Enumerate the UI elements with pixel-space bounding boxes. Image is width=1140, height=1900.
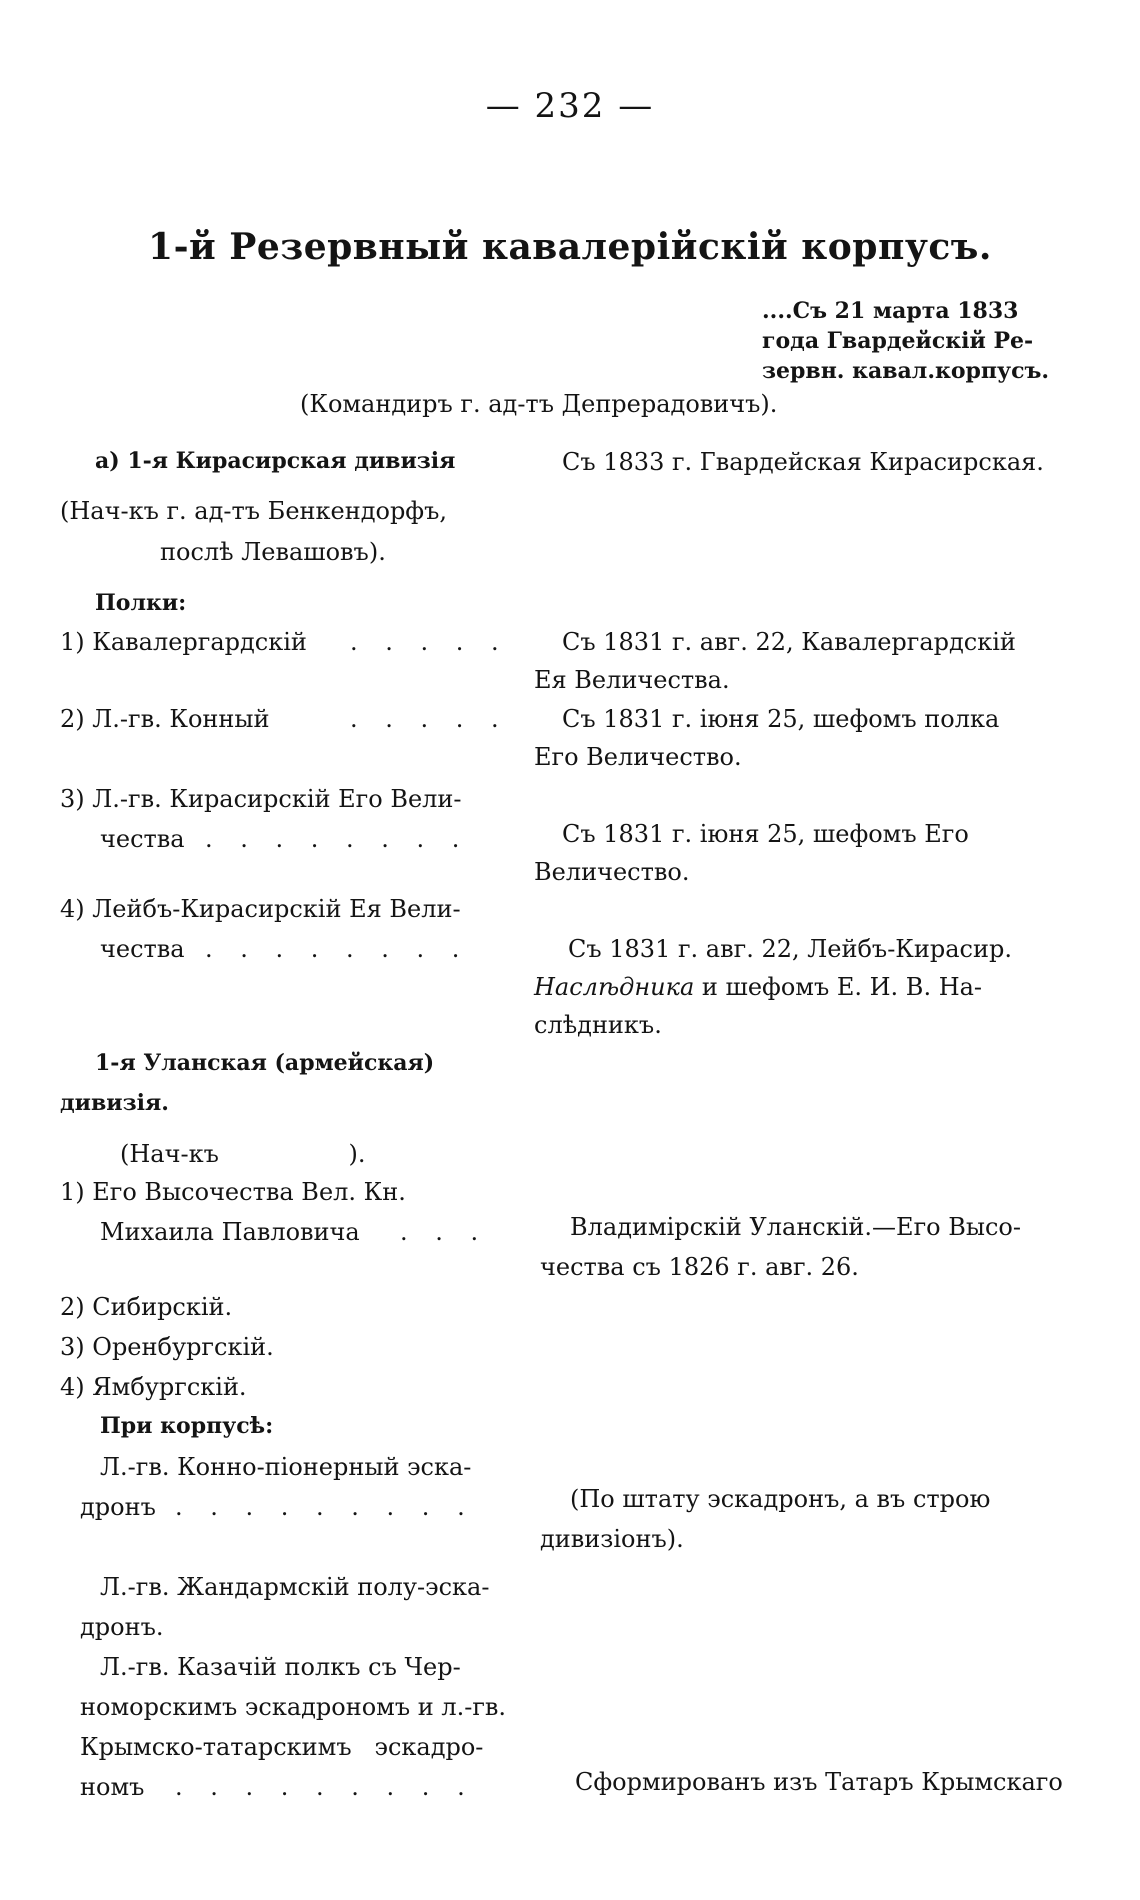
gendarme-half-squadron-line-1: Л.-гв. Жандармскій полу-эска- <box>100 1573 490 1601</box>
regiment-4-note-rest: и шефомъ Е. И. В. На- <box>694 973 983 1001</box>
regiment-4-note-italic: Наслѣдника <box>534 973 695 1001</box>
corps-note-line-2: года Гвардейскій Ре- <box>762 328 1034 354</box>
cossack-regiment-note: Сформированъ изъ Татаръ Крымскаго <box>575 1768 1063 1796</box>
regiment-4-note-line-3: слѣдникъ. <box>534 1011 662 1039</box>
commander-line: (Командиръ г. ад-тъ Депрерадовичъ). <box>300 390 778 418</box>
regiment-1-note-line-2: Ея Величества. <box>534 666 730 694</box>
cossack-regiment-line-1: Л.-гв. Казачій полкъ съ Чер- <box>100 1653 461 1681</box>
cossack-regiment-line-3: Крымско-татарскимъ эскадро- <box>80 1733 484 1761</box>
gendarme-half-squadron-line-2: дронъ. <box>80 1613 164 1641</box>
regiment-3-line-2: чества <box>100 825 185 853</box>
cossack-regiment-dots: . . . . . . . . . <box>175 1773 475 1801</box>
cuirassier-division-chief-line-2: послѣ Левашовъ). <box>160 538 386 566</box>
regiment-3-dots: . . . . . . . . <box>205 825 470 853</box>
regiment-4-line-1: 4) Лейбъ-Кирасирскій Ея Вели- <box>60 895 461 923</box>
uhlan-division-heading-line-2: дивизія. <box>60 1090 169 1116</box>
regiment-3-note-line-1: Съ 1831 г. іюня 25, шефомъ Его <box>562 820 969 848</box>
uhlan-division-heading-line-1: 1-я Уланская (армейская) <box>95 1050 435 1076</box>
corps-note-line-1: ....Съ 21 марта 1833 <box>762 298 1019 324</box>
regiment-4-note-line-2 <box>534 973 982 1001</box>
cuirassier-division-heading: а) 1-я Кирасирская дивизія <box>95 448 456 474</box>
regiment-2-dots: . . . . . <box>350 705 509 733</box>
cossack-regiment-line-4: номъ <box>80 1773 145 1801</box>
regiment-2-note-line-1: Съ 1831 г. іюня 25, шефомъ полка <box>562 705 1000 733</box>
uhlan-1-line-1: 1) Его Высочества Вел. Кн. <box>60 1178 406 1206</box>
regiment-3-note-line-2: Величество. <box>534 858 690 886</box>
corps-units-heading: При корпусѣ: <box>100 1413 274 1439</box>
regiment-2-note-line-2: Его Величество. <box>534 743 742 771</box>
uhlan-1-note-line-1: Владимірскій Уланскій.—Его Высо- <box>570 1213 1021 1241</box>
page-number: — 232 — <box>485 86 655 126</box>
uhlan-3: 3) Оренбургскій. <box>60 1333 274 1361</box>
uhlan-1-note-line-2: чества съ 1826 г. авг. 26. <box>540 1253 859 1281</box>
cuirassier-division-chief-line-1: (Нач-къ г. ад-тъ Бенкендорфъ, <box>60 497 447 525</box>
uhlan-division-chief: (Нач-къ ). <box>120 1140 366 1168</box>
pioneer-squadron-dots: . . . . . . . . . <box>175 1493 475 1521</box>
cuirassier-division-note: Съ 1833 г. Гвардейская Кирасирская. <box>562 448 1044 476</box>
regiment-4-note-line-1: Съ 1831 г. авг. 22, Лейбъ-Кирасир. <box>568 935 1012 963</box>
regiments-heading: Полки: <box>95 590 187 616</box>
pioneer-squadron-line-1: Л.-гв. Конно-піонерный эска- <box>100 1453 472 1481</box>
regiment-1-note-line-1: Съ 1831 г. авг. 22, Кавалергардскій <box>562 628 1016 656</box>
uhlan-1-dots: . . . <box>400 1218 489 1246</box>
regiment-4-line-2: чества <box>100 935 185 963</box>
uhlan-2: 2) Сибирскій. <box>60 1293 233 1321</box>
regiment-3-line-1: 3) Л.-гв. Кирасирскій Его Вели- <box>60 785 462 813</box>
regiment-1-label: 1) Кавалергардскій <box>60 628 307 656</box>
uhlan-1-line-2: Михаила Павловича <box>100 1218 360 1246</box>
uhlan-4: 4) Ямбургскій. <box>60 1373 247 1401</box>
regiment-4-dots: . . . . . . . . <box>205 935 470 963</box>
page-title: 1-й Резервный кавалерійскій корпусъ. <box>148 226 992 268</box>
pioneer-squadron-note-line-2: дивизіонъ). <box>540 1525 684 1553</box>
corps-note-line-3: зервн. кавал.корпусъ. <box>762 358 1050 384</box>
regiment-2-label: 2) Л.-гв. Конный <box>60 705 270 733</box>
pioneer-squadron-line-2: дронъ <box>80 1493 156 1521</box>
cossack-regiment-line-2: номорскимъ эскадрономъ и л.-гв. <box>80 1693 507 1721</box>
pioneer-squadron-note-line-1: (По штату эскадронъ, а въ строю <box>570 1485 991 1513</box>
regiment-1-dots: . . . . . <box>350 628 509 656</box>
